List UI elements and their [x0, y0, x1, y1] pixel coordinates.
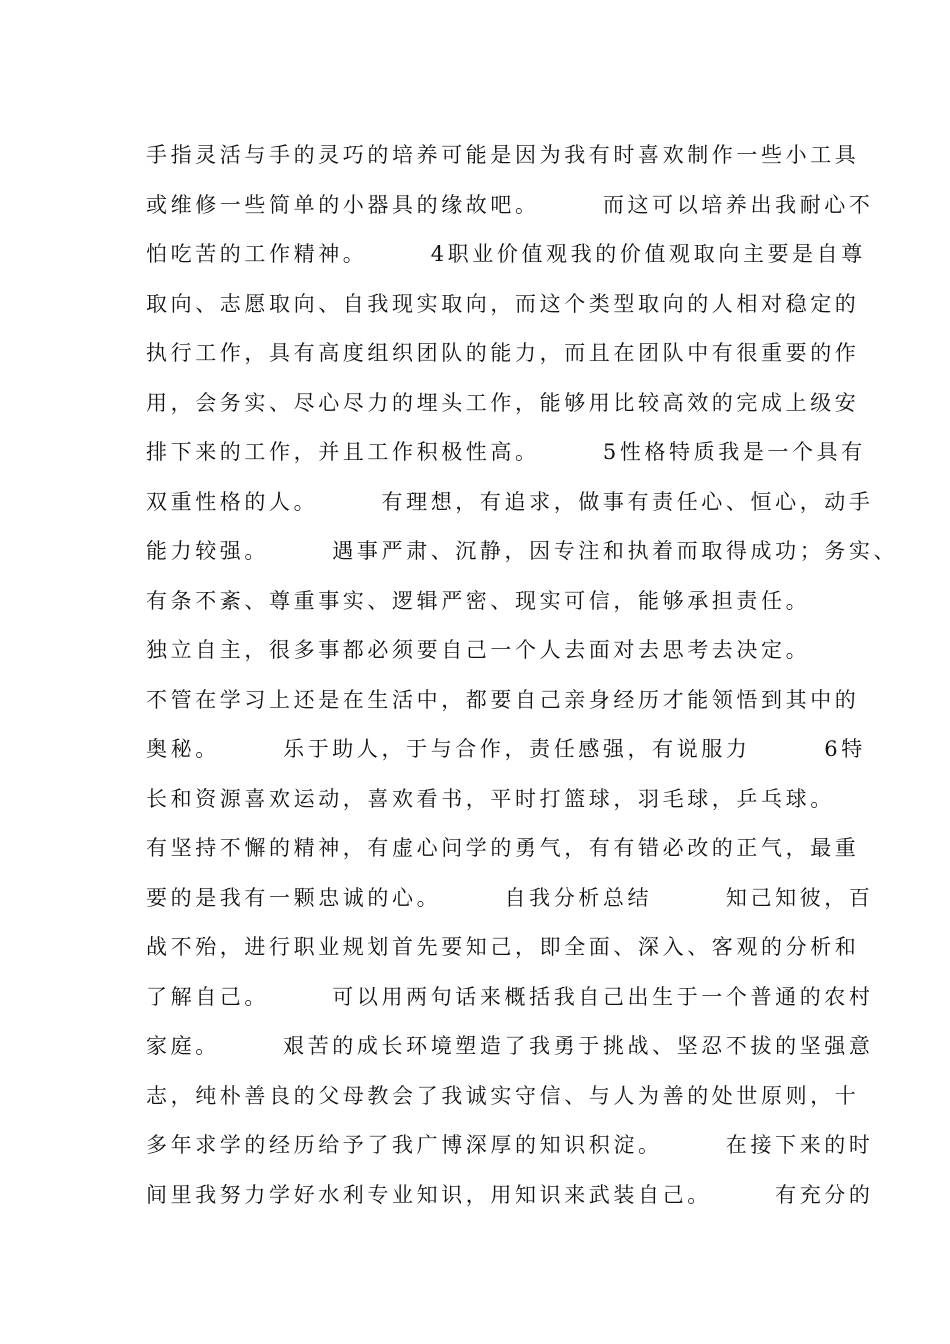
- text-line-1: 手指灵活与手的灵巧的培养可能是因为我有时喜欢制作一些小工具: [146, 143, 860, 167]
- text-line-12: 不管在学习上还是在生活中，都要自己亲身经历才能领悟到其中的: [146, 687, 860, 712]
- text-line-3: 怕吃苦的工作精神。 4职业价值观我的价值观取向主要是自尊: [146, 242, 866, 266]
- text-line-18: 了解自己。 可以用两句话来概括我自己出生于一个普通的农村: [146, 984, 874, 1009]
- text-line-21: 多年求学的经历给予了我广博深厚的知识积淀。 在接下来的时: [146, 1133, 874, 1157]
- body-text: [146, 131, 899, 1220]
- text-line-7: 排下来的工作，并且工作积极性高。 5性格特质我是一个具有: [146, 440, 866, 464]
- text-line-17: 战不殆，进行职业规划首先要知己，即全面、深入、客观的分析和: [146, 935, 860, 959]
- text-line-20: 志，纯朴善良的父母教会了我诚实守信、与人为善的处世原则，十: [146, 1083, 860, 1108]
- text-line-19: 家庭。 艰苦的成长环境塑造了我勇于挑战、坚忍不拔的坚强意: [146, 1034, 874, 1058]
- text-line-22: 间里我努力学好水利专业知识，用知识来武装自己。 有充分的: [146, 1182, 874, 1207]
- text-line-13: 奥秘。 乐于助人，于与合作，责任感强，有说服力 6特: [146, 737, 866, 761]
- text-line-4: 取向、志愿取向、自我现实取向，而这个类型取向的人相对稳定的: [146, 291, 860, 316]
- text-line-15: 有坚持不懈的精神，有虚心问学的勇气，有有错必改的正气，最重: [146, 836, 860, 860]
- text-line-8: 双重性格的人。 有理想，有追求，做事有责任心、恒心，动手: [146, 489, 874, 514]
- text-line-16: 要的是我有一颗忠诚的心。 自我分析总结 知己知彼，百: [146, 885, 874, 910]
- text-line-11: 独立自主，很多事都必须要自己一个人去面对去思考去决定。: [146, 638, 811, 662]
- text-line-2: 或维修一些简单的小器具的缘故吧。 而这可以培养出我耐心不: [146, 192, 874, 217]
- text-line-9: 能力较强。 遇事严肃、沉静，因专注和执着而取得成功；务实、: [146, 539, 899, 563]
- text-line-10: 有条不紊、尊重事实、逻辑严密、现实可信，能够承担责任。: [146, 588, 811, 613]
- text-line-6: 用，会务实、尽心尽力的埋头工作，能够用比较高效的完成上级安: [146, 390, 860, 415]
- text-line-14: 长和资源喜欢运动，喜欢看书，平时打篮球，羽毛球，乒乓球。: [146, 786, 835, 811]
- text-line-5: 执行工作，具有高度组织团队的能力，而且在团队中有很重要的作: [146, 341, 860, 365]
